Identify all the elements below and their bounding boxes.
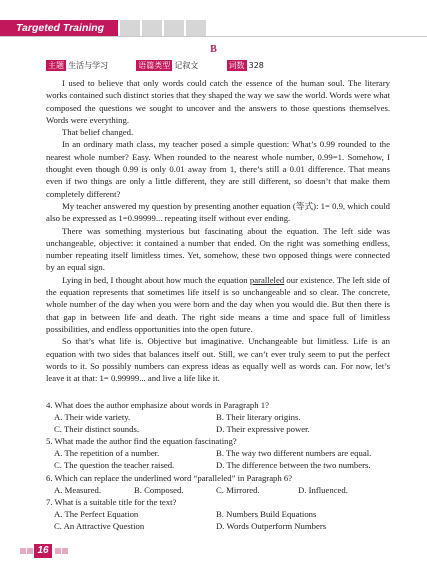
paragraph-1: I used to believe that only words could catch the essence of the human soul. The literary works contained such distinct stories that they shaped the way we saw the world. Words were what composed the questions we sought to uncover and the answers to those questions themselves. Words were everything. xyxy=(46,78,390,125)
genre-tag: 语篇类型 xyxy=(138,61,171,70)
passage-meta xyxy=(46,60,290,71)
paragraph-6-end: our existence. The left side of the equation represents that sometimes life itself is so unchangeable and so clear. The concrete, whole number of the day when you were born and the day when you would die. But then there is that gap in between life and death. The right side means a time and space full of limitless possibilities, and endless opportunities into the open future. xyxy=(46,274,390,334)
word-count-tag: 词数 xyxy=(228,61,245,70)
paragraph-2: That belief changed. xyxy=(62,127,134,138)
genre-value: 记叙文 xyxy=(174,61,199,70)
footer-decor-square xyxy=(27,548,33,554)
question-5-options-row-2 xyxy=(46,459,396,471)
reading-passage xyxy=(46,77,390,384)
question-7-stem: 7. What is a suitable title for the text? xyxy=(46,496,177,507)
question-6-stem: 6. Which can replace the underlined word “paralleled” in Paragraph 6? xyxy=(46,472,293,483)
footer-decor-square xyxy=(62,548,68,554)
question-7-options-row-2 xyxy=(46,520,396,532)
paragraph-5: There was something mysterious but fascinating about the equation. The left side was unchangeable, objective: it contained a number that ended. On the right was something endless, number repeating itself limitless times. Yet, somehow, these two opposed things were connected by an equal sign. xyxy=(46,225,390,273)
question-4-options-row-1 xyxy=(46,411,396,423)
question-5-option-b[interactable]: B. The way two different numbers are equal. xyxy=(216,448,372,459)
question-4-option-c[interactable]: C. Their distinct sounds. xyxy=(54,424,140,435)
question-6-option-d[interactable]: D. Influenced. xyxy=(298,484,348,495)
section-header-title: Targeted Training xyxy=(0,20,118,36)
question-7-option-b[interactable]: B. Numbers Build Equations xyxy=(216,508,317,519)
header-bar xyxy=(0,20,427,36)
question-5-options-row-1 xyxy=(46,447,396,459)
paragraph-6 xyxy=(46,274,390,335)
page-number: 16 xyxy=(34,544,52,558)
question-4-option-d[interactable]: D. Their expressive power. xyxy=(216,424,310,435)
header-decor-block xyxy=(120,20,140,36)
header-decor-block xyxy=(142,20,162,36)
theme-tag: 主题 xyxy=(48,61,64,70)
header-decor-block xyxy=(164,20,184,36)
section-letter: B xyxy=(210,44,217,55)
theme-value: 生活与学习 xyxy=(68,61,109,70)
question-5-stem: 5. What made the author find the equation fascinating? xyxy=(46,436,237,447)
question-6-option-a[interactable]: A. Measured. xyxy=(54,484,102,495)
question-6-options-row xyxy=(46,484,396,496)
question-5-option-c[interactable]: C. The question the teacher raised. xyxy=(54,460,175,471)
header-divider xyxy=(0,36,427,37)
paragraph-3: In an ordinary math class, my teacher posed a simple question: What’s 0.99 rounded to the nearest whole number? Easy. When rounded to the nearest whole number, 0.99=1. Somehow, I thought even though 0.99 is only 0.01 away from 1, there’s still a 0.01 difference. That means even if two things are only a little different, they are still different, so doesn’t that make them completely different? xyxy=(46,139,390,199)
paragraph-7: So that’s what life is. Objective but imaginative. Unchangeable but limitless. Life is an equation with two sides that balances itself out. Still, we can’t ever truly seem to put the perfect words to it. So possibly numbers can express ideas as equally well as words can. For now, let’s leave it at that: 1= 0.99999... and live a life like it. xyxy=(46,336,390,384)
question-5-option-d[interactable]: D. The difference between the two numbers. xyxy=(216,460,371,471)
question-7-option-a[interactable]: A. The Perfect Equation xyxy=(54,508,139,519)
question-7-option-d[interactable]: D. Words Outperform Numbers xyxy=(216,520,327,531)
question-list xyxy=(46,399,396,532)
paragraph-6-start: Lying in bed, I thought about how much the equation xyxy=(62,274,250,285)
question-7-option-c[interactable]: C. An Attractive Question xyxy=(54,520,145,531)
question-6-option-c[interactable]: C. Mirrored. xyxy=(216,484,260,495)
underlined-word: paralleled xyxy=(249,274,285,285)
question-7-options-row-1 xyxy=(46,508,396,520)
paragraph-4: My teacher answered my question by presenting another equation (等式): 1= 0.9, which could also be expressed as 1=0.99999... repeating itself without ever ending. xyxy=(46,200,390,224)
question-5-option-a[interactable]: A. The repetition of a number. xyxy=(54,448,160,459)
word-count-value: 328 xyxy=(248,61,264,70)
header-decor-block xyxy=(186,20,206,36)
footer-decor-square xyxy=(20,548,26,554)
question-4-options-row-2 xyxy=(46,423,396,435)
question-4-option-b[interactable]: B. Their literary origins. xyxy=(216,412,301,423)
question-4-option-a[interactable]: A. Their wide variety. xyxy=(54,412,131,423)
question-6-option-b[interactable]: B. Composed. xyxy=(134,484,184,495)
footer-decor-square xyxy=(55,548,61,554)
question-4-stem: 4. What does the author emphasize about words in Paragraph 1? xyxy=(46,400,269,410)
